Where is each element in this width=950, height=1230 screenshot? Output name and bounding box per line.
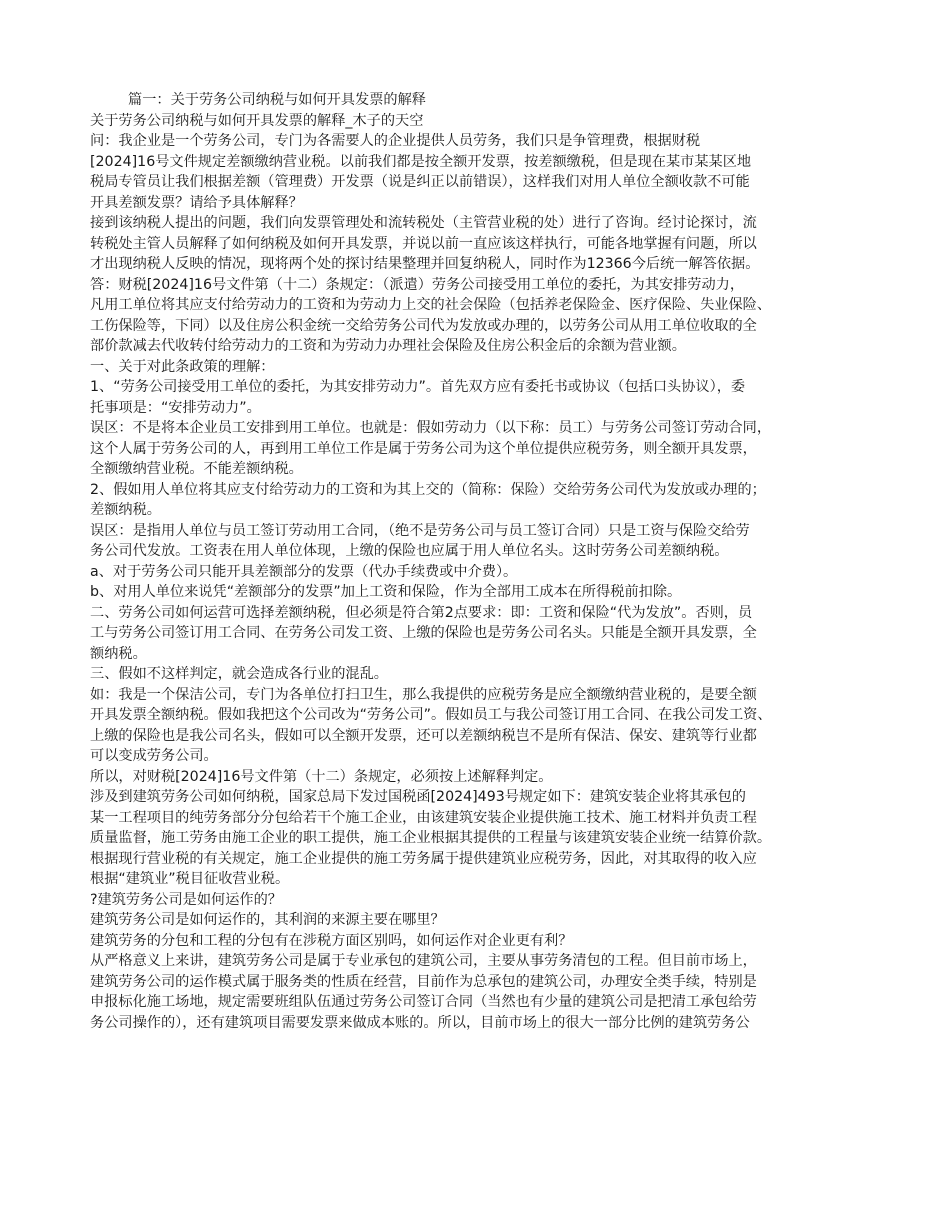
- section-heading: ?建筑劳务公司是如何运作的？: [90, 891, 282, 908]
- text-line: 根据现行营业税的有关规定，施工企业提供的施工劳务属于提供建筑业应税劳务，因此，对其取得的收入应: [90, 850, 757, 867]
- text-line: 工伤保险等，下同）以及住房公积金统一交给劳务公司代为发放或办理的，以劳务公司从用工单位收取的全: [90, 317, 757, 334]
- text-line: 答：财税[2024]16号文件第（十二）条规定：（派遣）劳务公司接受用工单位的委托，为其安排劳动力，: [90, 276, 745, 293]
- text-line: 问：我企业是一个劳务公司，专门为各需要人的企业提供人员劳务，我们只是争管理费，根据财税: [90, 133, 701, 149]
- text-line: 税局专管员让我们根据差额（管理费）开发票（说是纠正以前错误），这样我们对用人单位全额收款不可能: [90, 174, 750, 190]
- text-line: 转税处主管人员解释了如何纳税及如何开具发票，并说以前一直应该这样执行，可能各地掌握有问题，所以: [90, 235, 757, 252]
- text-line: 开具发票全额纳税。假如我把这个公司改为“劳务公司”。假如员工与我公司签订用工合同、在我公司发工资、: [90, 707, 772, 723]
- text-line: 涉及到建筑劳务公司如何纳税，国家总局下发过国税函[2024]493号规定如下：建筑安装企业将其承包的: [90, 789, 746, 805]
- text-line: 1、“劳务公司接受用工单位的委托，为其安排劳动力”。首先双方应有委托书或协议（包括口头协议），委: [90, 379, 746, 395]
- text-line: 上缴的保险也是我公司名头，假如可以全额开发票，还可以差额纳税岂不是所有保洁、保安、建筑等行业都: [90, 727, 757, 744]
- text-line: 差额纳税。: [90, 502, 161, 518]
- text-line: b、对用人单位来说凭“差额部分的发票”加上工资和保险，作为全部用工成本在所得税前扣除。: [90, 584, 682, 600]
- text-line: 全额缴纳营业税。不能差额纳税。: [90, 461, 303, 477]
- text-line: 从严格意义上来讲，建筑劳务公司是属于专业承包的建筑公司，主要从事劳务清包的工程。但目前市场上，: [90, 953, 757, 969]
- text-line: a、对于劳务公司只能开具差额部分的发票（代办手续费或中介费）。: [90, 563, 518, 580]
- text-line: 建筑劳务公司是如何运作的，其利润的来源主要在哪里？: [90, 912, 445, 928]
- text-line: 建筑劳务的分包和工程的分包有在涉税方面区别吗，如何运作对企业更有利？: [90, 932, 573, 949]
- text-line: 质量监督，施工劳务由施工企业的职工提供，施工企业根据其提供的工程量与该建筑安装企业统一结算价款。: [90, 830, 772, 846]
- doc-title: 篇一：关于劳务公司纳税与如何开具发票的解释: [128, 92, 426, 108]
- text-line: 托事项是：“安排劳动力”。: [90, 399, 261, 416]
- text-line: 某一工程项目的纯劳务部分分包给若干个施工企业，由该建筑安装企业提供施工技术、施工材料并负责工程: [90, 809, 757, 826]
- text-line: 建筑劳务公司的运作模式属于服务类的性质在经营，目前作为总承包的建筑公司，办理安全类手续，特别是: [90, 973, 757, 990]
- text-line: 2、假如用人单位将其应支付给劳动力的工资和为其上交的（简称：保险）交给劳务公司代为发放或办理的；: [90, 481, 766, 498]
- text-line: 工与劳务公司签订用工合同、在劳务公司发工资、上缴的保险也是劳务公司名头。只能是全额开具发票，全: [90, 625, 757, 641]
- text-line: 务公司操作的），还有建筑项目需要发票来做成本账的。所以，目前市场上的很大一部分比例的建筑劳务公: [90, 1014, 750, 1031]
- text-line: [2024]16号文件规定差额缴纳营业税。以前我们都是按全额开发票，按差额缴税，但是现在某市某某区地: [90, 153, 752, 170]
- text-line: 凡用工单位将其应支付给劳动力的工资和为劳动力上交的社会保险（包括养老保险金、医疗保险、失业保险、: [90, 297, 772, 313]
- text-line: 额纳税。: [90, 645, 147, 662]
- text-line: 接到该纳税人提出的问题，我们向发票管理处和流转税处（主管营业税的处）进行了咨询。经讨论探讨，流: [90, 215, 757, 231]
- text-line: 所以，对财税[2024]16号文件第（十二）条规定，必须按上述解释判定。: [90, 768, 553, 785]
- text-line: 可以变成劳务公司。: [90, 748, 218, 764]
- text-line: 务公司代发放。工资表在用人单位体现，上缴的保险也应属于用人单位名头。这时劳务公司差额纳税。: [90, 543, 729, 559]
- section-heading: 一、关于对此条政策的理解：: [90, 358, 275, 375]
- text-line: 申报标化施工场地，规定需要班组队伍通过劳务公司签订合同（当然也有少量的建筑公司是把清工承包给劳: [90, 994, 757, 1010]
- section-heading: 三、假如不这样判定，就会造成各行业的混乱。: [90, 666, 388, 682]
- document-body: [90, 90, 862, 1033]
- text-line: 才出现纳税人反映的情况，现将两个处的探讨结果整理并回复纳税人，同时作为12366今后统一解答依据。: [90, 256, 760, 272]
- doc-subtitle: 关于劳务公司纳税与如何开具发票的解释_木子的天空: [90, 112, 424, 129]
- text-line: 开具差额发票？请给予具体解释？: [90, 194, 303, 211]
- section-heading: 二、劳务公司如何运营可选择差额纳税，但必须是符合第2点要求：即：工资和保险“代为发放”。否则，员: [90, 604, 753, 621]
- text-line: 部价款减去代收转付给劳动力的工资和为劳动力办理社会保险及住房公积金后的余额为营业额。: [90, 338, 686, 354]
- text-line: 如：我是一个保洁公司，专门为各单位打扫卫生，那么我提供的应税劳务是应全额缴纳营业税的，是要全额: [90, 686, 757, 703]
- text-line: 根据“建筑业”税目征收营业税。: [90, 871, 290, 887]
- text-line: 这个人属于劳务公司的人，再到用工单位工作是属于劳务公司为这个单位提供应税劳务，则全额开具发票，: [90, 440, 757, 457]
- text-line: 误区：是指用人单位与员工签订劳动用工合同，（绝不是劳务公司与员工签订合同）只是工资与保险交给劳: [90, 522, 750, 539]
- text-line: 误区：不是将本企业员工安排到用工单位。也就是：假如劳动力（以下称：员工）与劳务公司签订劳动合同，: [90, 420, 772, 436]
